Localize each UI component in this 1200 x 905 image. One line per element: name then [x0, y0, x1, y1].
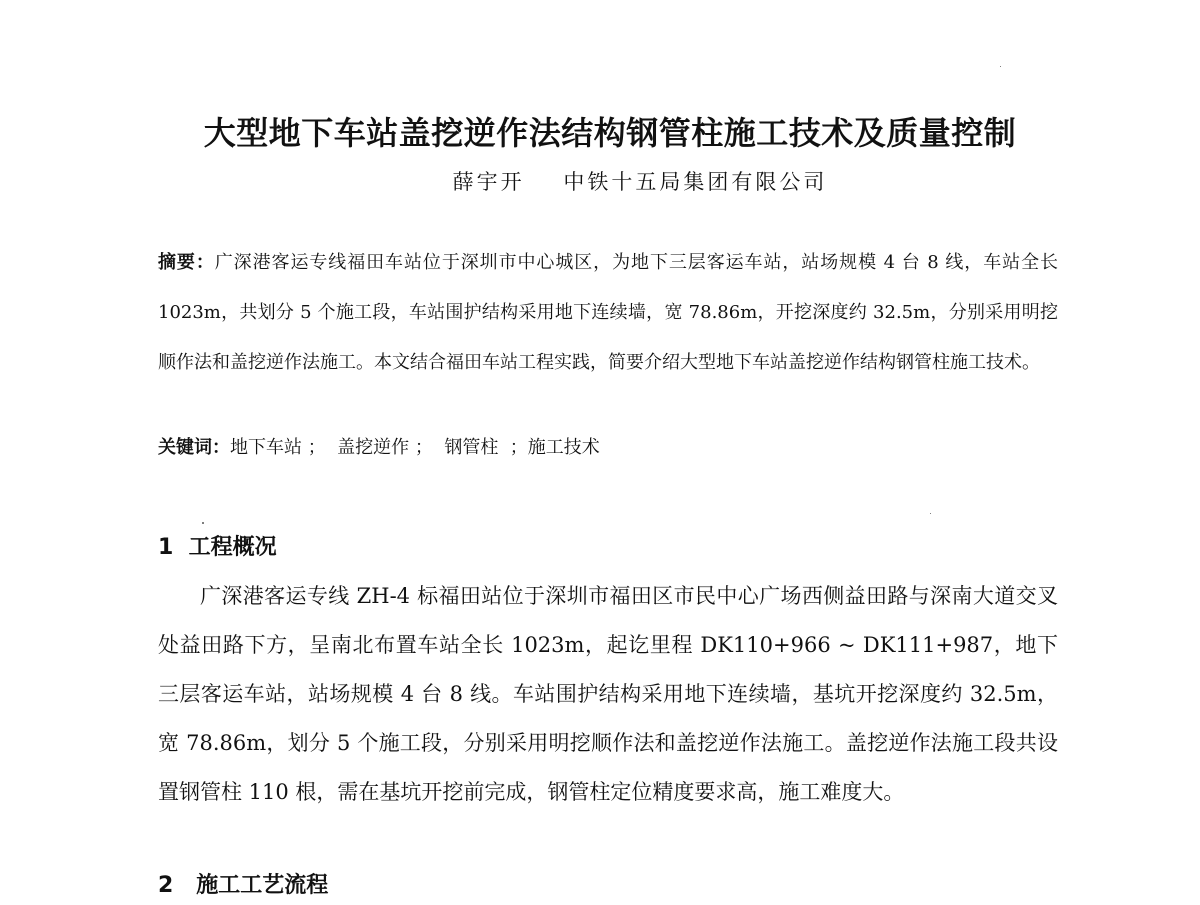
abstract-text: 广深港客运专线福田车站位于深圳市中心城区，为地下三层客运车站，站场规模 4 台 8 线，车站全长 1023m，共划分 5 个施工段，车站围护结构采用地下连续墙，宽 78.86m，开挖深度约 32.5m，分别采用明挖顺作法和盖挖逆作法施工。本文结合福田车站工程实践，简要介绍大型地下车站盖挖逆作结构钢管柱施工技术。: [158, 252, 1058, 373]
section-paragraph-overview: 广深港客运专线 ZH-4 标福田站位于深圳市福田区市民中心广场西侧益田路与深南大道交叉处益田路下方，呈南北布置车站全长 1023m，起讫里程 DK110+966 ~ DK111+987，地下三层客运车站，站场规模 4 台 8 线。车站围护结构采用地下连续墙，基坑开挖深度约 32.5m，宽 78.86m，划分 5 个施工段，分别采用明挖顺作法和盖挖逆作法施工。盖挖逆作法施工段共设置钢管柱 110 根，需在基坑开挖前完成，钢管柱定位精度要求高，施工难度大。: [158, 584, 1058, 804]
abstract: [158, 238, 1058, 388]
abstract-label: 摘要：: [158, 252, 215, 273]
scan-speck: [1000, 66, 1001, 67]
scan-speck: [930, 513, 931, 514]
author-affiliation: 薛宇开 中铁十五局集团有限公司: [452, 170, 828, 194]
keywords: [158, 432, 1058, 464]
paper-title: 大型地下车站盖挖逆作法结构钢管柱施工技术及质量控制: [203, 114, 1017, 152]
section-heading-process: 2 施工工艺流程: [158, 873, 329, 898]
keywords-text: 地下车站 ； 盖挖逆作 ； 钢管柱 ；施工技术: [230, 437, 600, 458]
scan-speck: [202, 522, 204, 524]
keywords-label: 关键词：: [158, 437, 230, 458]
section-heading-overview: 1 工程概况: [158, 535, 277, 560]
